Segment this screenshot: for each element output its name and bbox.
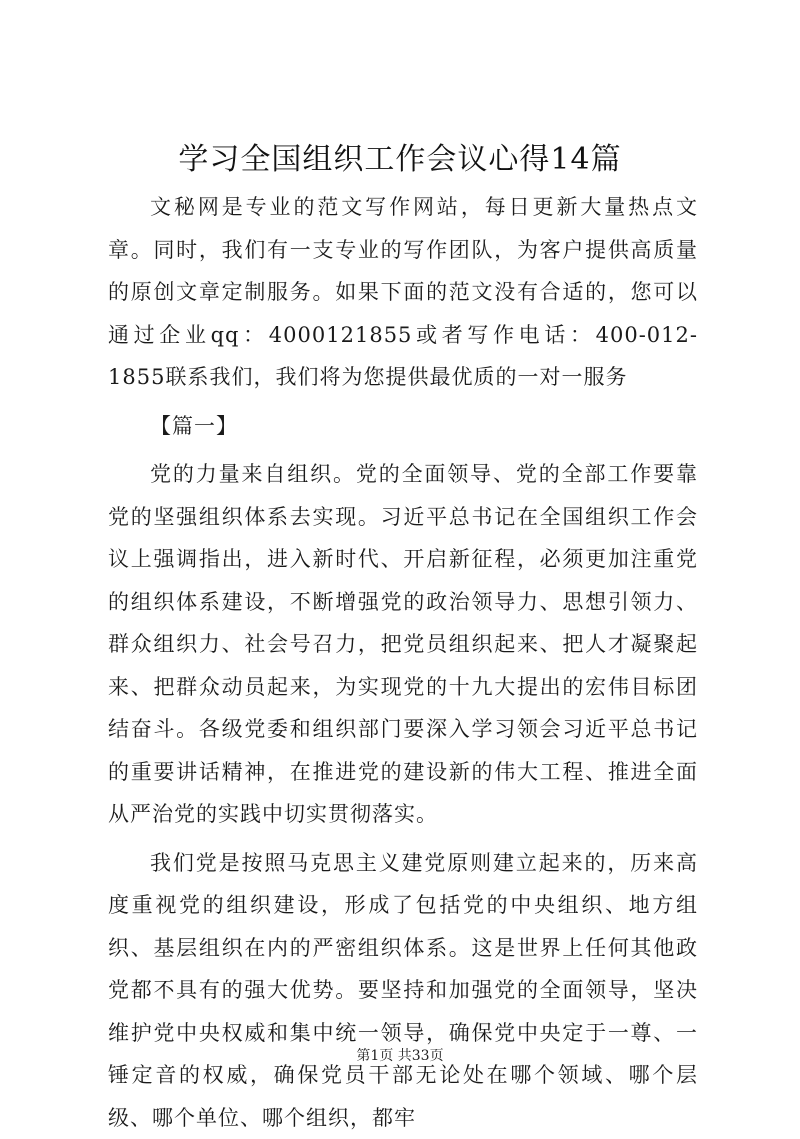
document-title: 学习全国组织工作会议心得14篇	[0, 138, 800, 182]
body-paragraph: 我们党是按照马克思主义建党原则建立起来的，历来高度重视党的组织建设，形成了包括党的中央组织、地方组织、基层组织在内的严密组织体系。这是世界上任何其他政党都不具有的强大优势。要坚持和加强党的全面领导，坚决维护党中央权威和集中统一领导，确保党中央定于一尊、一锤定音的权威，确保党员干部无论处在哪个领域、哪个层级、哪个单位、哪个组织，都牢	[108, 842, 698, 1139]
document-body	[108, 186, 698, 1139]
page-footer: 第1页 共33页	[0, 1046, 800, 1066]
intro-paragraph: 文秘网是专业的范文写作网站，每日更新大量热点文章。同时，我们有一支专业的写作团队，为客户提供高质量的原创文章定制服务。如果下面的范文没有合适的，您可以通过企业qq：4000121855或者写作电话：400-012-1855联系我们，我们将为您提供最优质的一对一服务	[108, 186, 698, 399]
body-paragraph: 党的力量来自组织。党的全面领导、党的全部工作要靠党的坚强组织体系去实现。习近平总书记在全国组织工作会议上强调指出，进入新时代、开启新征程，必须更加注重党的组织体系建设，不断增强党的政治领导力、思想引领力、群众组织力、社会号召力，把党员组织起来、把人才凝聚起来、把群众动员起来，为实现党的十九大提出的宏伟目标团结奋斗。各级党委和组织部门要深入学习领会习近平总书记的重要讲话精神，在推进党的建设新的伟大工程、推进全面从严治党的实践中切实贯彻落实。	[108, 453, 698, 836]
section-heading: 【篇一】	[108, 405, 698, 448]
